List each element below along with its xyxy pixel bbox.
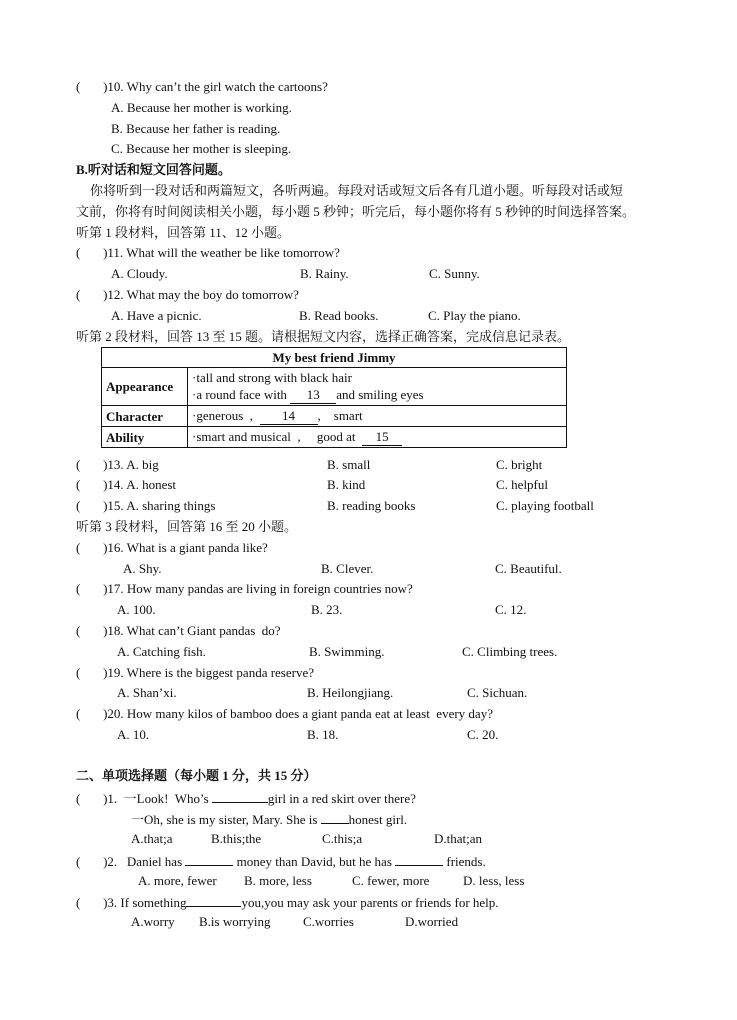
section-b-title: B.听对话和短文回答问题。	[76, 162, 231, 177]
question-19-option-b: B. Heilongjiang.	[307, 685, 394, 700]
blank-13: 13	[290, 386, 336, 404]
mc-question-2-middle: money than David, but he has	[233, 854, 396, 869]
section-b-instruction-line-2: 文前，你将有时间阅读相关小题，每小题 5 秒钟；听完后，每小题你将有 5 秒钟的时间选择答案。	[76, 204, 636, 219]
question-16-option-a: A. Shy.	[123, 561, 162, 576]
material-2-heading: 听第 2 段材料，回答 13 至 15 题。请根据短文内容，选择正确答案，完成信息记录表。	[76, 329, 571, 344]
appearance-cell	[188, 368, 567, 406]
question-19-option-a: A. Shan’xi.	[117, 685, 177, 700]
question-12-option-c: C. Play the piano.	[428, 308, 521, 323]
mc-question-3-option-d: D.worried	[405, 914, 459, 929]
question-17-option-c: C. 12.	[495, 602, 527, 617]
question-10-option-b: B. Because her father is reading.	[111, 121, 281, 136]
mc-question-1-line-2-prefix: 一Oh, she is my sister, Mary. She is	[131, 812, 321, 827]
mc-question-1-option-b: B.this;the	[211, 831, 262, 846]
question-20-option-a: A. 10.	[117, 727, 150, 742]
mc-question-1-line-1	[76, 789, 416, 807]
mc-question-3-option-c: C.worries	[303, 914, 354, 929]
character-label: Character	[102, 406, 188, 427]
ability-label: Ability	[102, 427, 188, 448]
question-12-option-b: B. Read books.	[299, 308, 379, 323]
question-12-stem: ( )12. What may the boy do tomorrow?	[76, 287, 299, 302]
character-prefix: ·generous ,	[192, 408, 260, 423]
character-suffix: , smart	[317, 408, 363, 423]
question-18-option-c: C. Climbing trees.	[462, 644, 558, 659]
question-11-option-c: C. Sunny.	[429, 266, 480, 281]
mc-question-1-option-c: C.this;a	[322, 831, 363, 846]
question-13-option-c: C. bright	[496, 457, 543, 472]
question-15-stem: ( )15. A. sharing things	[76, 498, 216, 513]
appearance-line-2-suffix: and smiling eyes	[336, 387, 424, 402]
mc-question-1-option-a: A.that;a	[131, 831, 173, 846]
mc-question-2-option-d: D. less, less	[463, 873, 525, 888]
mc-question-1-prefix: ( )1. 一Look! Who’s	[76, 791, 212, 806]
question-16-option-b: B. Clever.	[321, 561, 374, 576]
mc-question-2-option-b: B. more, less	[244, 873, 312, 888]
material-3-heading: 听第 3 段材料，回答第 16 至 20 小题。	[76, 519, 298, 534]
mc-question-1-line-2-suffix: honest girl.	[348, 812, 408, 827]
question-19-stem: ( )19. Where is the biggest panda reserve?	[76, 665, 315, 680]
question-20-option-b: B. 18.	[307, 727, 339, 742]
question-14-option-c: C. helpful	[496, 477, 548, 492]
character-cell	[188, 406, 567, 427]
mc-question-2-line	[76, 852, 486, 870]
blank-14: 14	[260, 407, 318, 425]
appearance-label: Appearance	[102, 368, 188, 406]
question-16-stem: ( )16. What is a giant panda like?	[76, 540, 268, 555]
question-11-option-b: B. Rainy.	[300, 266, 349, 281]
mc-question-2-prefix: ( )2. Daniel has	[76, 854, 186, 869]
question-11-option-a: A. Cloudy.	[111, 266, 168, 281]
mc-question-2-blank-1	[185, 852, 233, 866]
mc-question-3-prefix: ( )3. If something	[76, 895, 187, 910]
section-b-instruction-line-1: 你将听到一段对话和两篇短文，各听两遍。每段对话或短文后各有几道小题。听每段对话或短	[90, 183, 624, 198]
mc-question-3-line	[76, 893, 499, 911]
question-15-option-b: B. reading books	[327, 498, 416, 513]
question-10-option-a: A. Because her mother is working.	[111, 100, 292, 115]
question-17-stem: ( )17. How many pandas are living in foreign countries now?	[76, 581, 413, 596]
mc-question-1-suffix: girl in a red skirt over there?	[267, 791, 416, 806]
mc-question-2-option-a: A. more, fewer	[138, 873, 217, 888]
question-12-option-a: A. Have a picnic.	[111, 308, 202, 323]
info-record-table	[101, 347, 567, 448]
question-10-option-c: C. Because her mother is sleeping.	[111, 141, 292, 156]
question-18-stem: ( )18. What can’t Giant pandas do?	[76, 623, 281, 638]
question-17-option-a: A. 100.	[117, 602, 156, 617]
question-15-option-c: C. playing football	[496, 498, 594, 513]
part-2-title: 二、单项选择题（每小题 1 分，共 15 分）	[76, 768, 317, 783]
question-17-option-b: B. 23.	[311, 602, 343, 617]
mc-question-2-option-c: C. fewer, more	[352, 873, 430, 888]
mc-question-3-option-a: A.worry	[131, 914, 175, 929]
mc-question-1-blank-1	[212, 789, 268, 803]
mc-question-1-option-d: D.that;an	[434, 831, 483, 846]
question-13-stem: ( )13. A. big	[76, 457, 159, 472]
question-10-stem: ( )10. Why can’t the girl watch the cartoons?	[76, 79, 328, 94]
mc-question-3-blank	[186, 893, 241, 907]
question-20-option-c: C. 20.	[467, 727, 499, 742]
blank-15: 15	[362, 428, 402, 446]
material-1-heading: 听第 1 段材料，回答第 11、12 小题。	[76, 225, 291, 240]
mc-question-2-suffix: friends.	[443, 854, 486, 869]
question-20-stem: ( )20. How many kilos of bamboo does a giant panda eat at least every day?	[76, 706, 493, 721]
question-13-option-b: B. small	[327, 457, 371, 472]
question-18-option-a: A. Catching fish.	[117, 644, 206, 659]
question-16-option-c: C. Beautiful.	[495, 561, 562, 576]
question-19-option-c: C. Sichuan.	[467, 685, 528, 700]
question-14-stem: ( )14. A. honest	[76, 477, 177, 492]
appearance-line-1: ·tall and strong with black hair	[192, 370, 352, 385]
question-18-option-b: B. Swimming.	[309, 644, 385, 659]
question-11-stem: ( )11. What will the weather be like tomorrow?	[76, 245, 340, 260]
mc-question-3-option-b: B.is worrying	[199, 914, 271, 929]
ability-cell	[188, 427, 567, 448]
ability-prefix: ·smart and musical , good at	[192, 429, 363, 444]
mc-question-3-suffix: you,you may ask your parents or friends for help.	[241, 895, 499, 910]
mc-question-1-line-2	[131, 810, 407, 828]
table-title: My best friend Jimmy	[102, 348, 567, 368]
question-14-option-b: B. kind	[327, 477, 366, 492]
appearance-line-2	[192, 386, 562, 404]
mc-question-1-blank-2	[321, 810, 349, 824]
appearance-line-2-prefix: ·a round face with	[192, 387, 291, 402]
mc-question-2-blank-2	[395, 852, 443, 866]
